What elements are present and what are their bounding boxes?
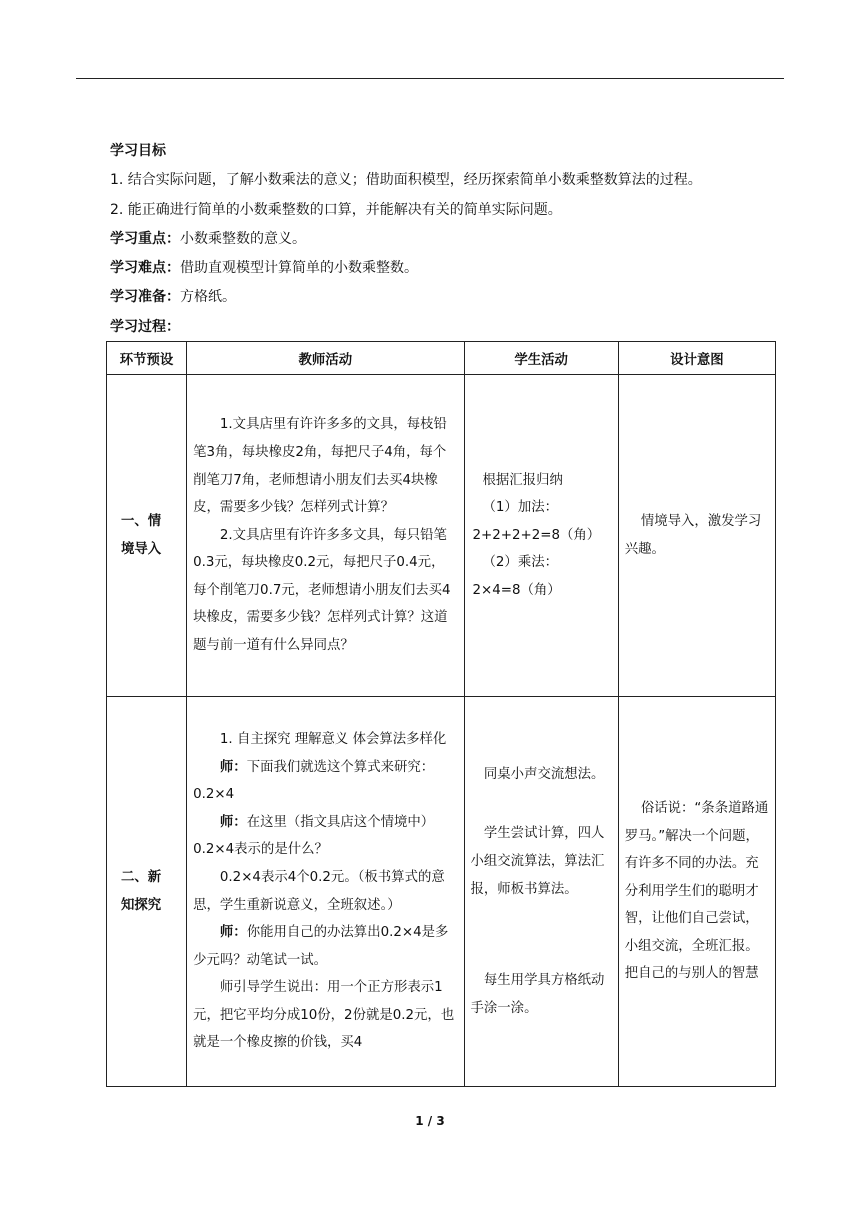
goal-1: 1. 结合实际问题，了解小数乘法的意义；借助面积模型，经历探索简单小数乘整数算法的过程。 xyxy=(110,172,702,189)
teacher-cell: 1. 自主探究 理解意义 体会算法多样化 师：下面我们就选这个算式来研究：0.2×4 师：在这里（指文具店这个情境中）0.2×4表示的是什么？ 0.2×4表示4个0.2元。（板书算式的意思，学生重新说意义，全班叙述。） 师：你能用自己的办法算出0.2×4是多少元吗？动笔试一试。 师引导学生说出：用一个正方形表示1元，把它平均分成10份，2份就是0.2元，也就是一个橡皮擦的价钱，买4 xyxy=(187,697,464,1087)
difficulty-line: 学习难点：借助直观模型计算简单的小数乘整数。 xyxy=(110,260,418,277)
header-intent: 设计意图 xyxy=(618,342,775,375)
table-header-row xyxy=(107,342,776,375)
process-line: 学习过程： xyxy=(110,318,180,335)
prep-line: 学习准备：方格纸。 xyxy=(110,289,236,306)
header-stage: 环节预设 xyxy=(107,342,187,375)
header-rule xyxy=(76,78,784,79)
table-row xyxy=(107,375,776,697)
student-cell: 同桌小声交流想法。 学生尝试计算，四人小组交流算法，算法汇报，师板书算法。 每生用学具方格纸动手涂一涂。 xyxy=(464,697,618,1087)
page-number: 1 / 3 xyxy=(415,1114,445,1128)
lesson-table xyxy=(106,341,776,1087)
header-student: 学生活动 xyxy=(464,342,618,375)
student-cell: 根据汇报归纳 （1）加法： 2+2+2+2=8（角） （2）乘法： 2×4=8（角） xyxy=(464,375,618,697)
goal-title: 学习目标 xyxy=(110,143,166,159)
focus-line: 学习重点：小数乘整数的意义。 xyxy=(110,230,306,247)
goal-2: 2. 能正确进行简单的小数乘整数的口算，并能解决有关的简单实际问题。 xyxy=(110,201,562,218)
intent-cell: 俗话说：“条条道路通罗马。”解决一个问题，有许多不同的办法。充分利用学生们的聪明才智，让他们自己尝试，小组交流，全班汇报。把自己的与别人的智慧 xyxy=(618,697,775,1087)
stage-cell: 一、情 境导入 xyxy=(107,375,187,697)
teacher-cell: 1.文具店里有许许多多的文具，每枝铅笔3角，每块橡皮2角，每把尺子4角，每个削笔刀7角，老师想请小朋友们去买4块橡皮，需要多少钱？怎样列式计算？ 2.文具店里有许许多多文具，每只铅笔0.3元，每块橡皮0.2元，每把尺子0.4元，每个削笔刀0.7元，老师想请小朋友们去买4块橡皮，需要多少钱？怎样列式计算？这道题与前一道有什么异同点？ xyxy=(187,375,464,697)
intent-cell: 情境导入，激发学习兴趣。 xyxy=(618,375,775,697)
intro-section xyxy=(110,137,790,342)
stage-cell: 二、新 知探究 xyxy=(107,697,187,1087)
table-row xyxy=(107,697,776,1087)
header-teacher: 教师活动 xyxy=(187,342,464,375)
